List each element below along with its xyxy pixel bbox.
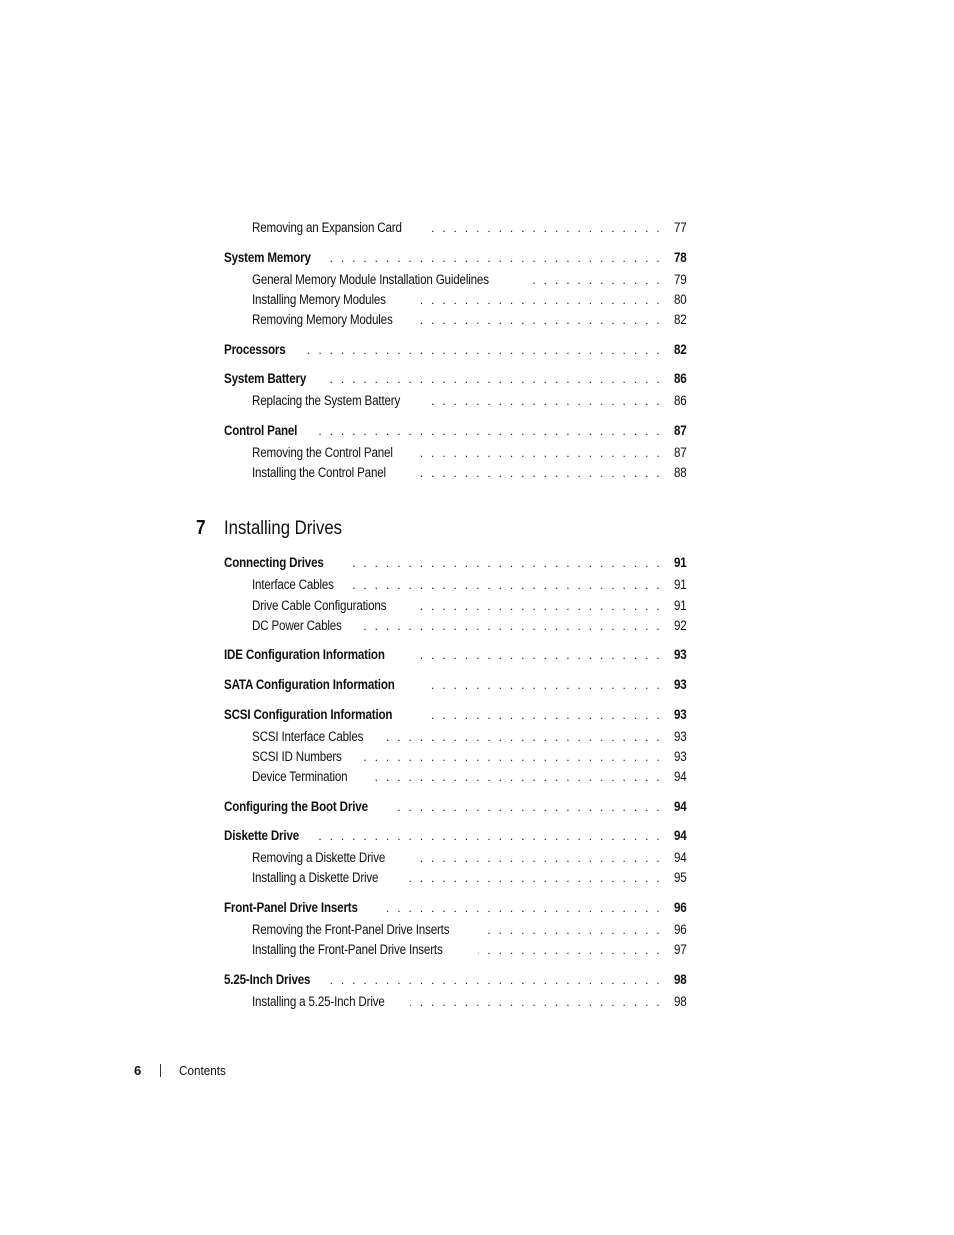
dot-leader <box>531 271 662 289</box>
toc-entry-page: 91 <box>673 555 687 570</box>
toc-entry-label: Front-Panel Drive Inserts <box>224 900 358 915</box>
toc-entry-label: Removing an Expansion Card <box>252 220 402 235</box>
toc-entry[interactable] <box>252 311 686 329</box>
toc-entry-page: 95 <box>673 870 687 885</box>
toc-entry[interactable] <box>252 768 686 786</box>
toc-entry[interactable] <box>252 849 686 867</box>
dot-leader <box>360 617 662 635</box>
footer-page-number: 6 <box>134 1062 142 1078</box>
toc-entry-page: 98 <box>673 972 687 987</box>
dot-leader <box>329 249 662 267</box>
dot-leader <box>300 341 662 359</box>
chapter-heading[interactable] <box>196 517 358 545</box>
dot-leader <box>403 869 662 887</box>
toc-entry[interactable] <box>224 554 686 572</box>
toc-entry[interactable] <box>252 869 686 887</box>
toc-entry-page: 87 <box>673 423 687 438</box>
dot-leader <box>412 291 662 309</box>
chapter-title: Installing Drives <box>224 518 343 539</box>
dot-leader <box>478 941 662 959</box>
dot-leader <box>367 768 662 786</box>
toc-entry-page: 93 <box>673 677 687 692</box>
toc-entry[interactable] <box>224 370 686 388</box>
dot-leader <box>328 971 662 989</box>
toc-entry[interactable] <box>224 706 686 724</box>
dot-leader <box>384 899 662 917</box>
dot-leader <box>385 728 662 746</box>
toc-entry-label: Interface Cables <box>252 577 334 592</box>
toc-entry-page: 78 <box>673 250 687 265</box>
toc-entry[interactable] <box>252 617 686 635</box>
dot-leader <box>410 993 662 1011</box>
toc-entry-page: 82 <box>673 312 687 327</box>
toc-entry-label: Removing Memory Modules <box>252 312 393 327</box>
toc-entry-label: SATA Configuration Information <box>224 677 395 692</box>
toc-entry-page: 92 <box>673 618 687 633</box>
toc-entry-page: 93 <box>673 749 687 764</box>
toc-entry-label: Installing the Front-Panel Drive Inserts <box>252 942 443 957</box>
toc-entry-label: Drive Cable Configurations <box>252 598 387 613</box>
toc-entry-label: Removing the Control Panel <box>252 445 393 460</box>
toc-entry[interactable] <box>224 646 686 664</box>
dot-leader <box>419 311 662 329</box>
dot-leader <box>424 706 662 724</box>
toc-entry-page: 94 <box>673 769 687 784</box>
toc-entry[interactable] <box>224 798 686 816</box>
toc-entry-label: Installing Memory Modules <box>252 292 386 307</box>
toc-entry-page: 87 <box>673 445 687 460</box>
toc-entry-label: General Memory Module Installation Guidelines <box>252 272 489 287</box>
toc-entry-label: Device Termination <box>252 769 348 784</box>
toc-entry-label: SCSI ID Numbers <box>252 749 342 764</box>
toc-entry[interactable] <box>224 971 686 989</box>
toc-entry[interactable] <box>224 676 686 694</box>
toc-entry[interactable] <box>252 597 686 615</box>
toc-entry-label: Processors <box>224 342 286 357</box>
toc-entry[interactable] <box>252 993 686 1011</box>
toc-entry[interactable] <box>224 341 686 359</box>
toc-entry[interactable] <box>224 899 686 917</box>
dot-leader <box>344 554 662 572</box>
page-footer <box>134 1061 231 1079</box>
toc-entry[interactable] <box>252 748 686 766</box>
toc-entry[interactable] <box>252 219 686 237</box>
toc-entry[interactable] <box>224 827 686 845</box>
toc-entry-label: System Battery <box>224 371 307 386</box>
toc-entry-page: 86 <box>673 393 687 408</box>
dot-leader <box>412 597 662 615</box>
toc-entry-label: Connecting Drives <box>224 555 324 570</box>
toc-entry-page: 96 <box>673 900 687 915</box>
toc-entry-label: IDE Configuration Information <box>224 647 385 662</box>
toc-entry-label: Removing the Front-Panel Drive Inserts <box>252 922 450 937</box>
toc-entry-page: 80 <box>673 292 687 307</box>
toc-entry-label: Diskette Drive <box>224 828 300 843</box>
dot-leader <box>313 422 662 440</box>
toc-entry-label: System Memory <box>224 250 311 265</box>
dot-leader <box>360 748 662 766</box>
toc-entry-label: 5.25-Inch Drives <box>224 972 311 987</box>
toc-entry-label: Installing the Control Panel <box>252 465 386 480</box>
toc-entry[interactable] <box>252 271 686 289</box>
toc-entry-label: Installing a 5.25-Inch Drive <box>252 994 385 1009</box>
toc-entry[interactable] <box>252 464 686 482</box>
dot-leader <box>415 646 662 664</box>
toc-entry-label: Removing a Diskette Drive <box>252 850 386 865</box>
toc-entry-label: DC Power Cables <box>252 618 342 633</box>
toc-entry[interactable] <box>224 249 686 267</box>
toc-entry[interactable] <box>252 728 686 746</box>
dot-leader <box>430 219 662 237</box>
toc-entry-page: 82 <box>673 342 687 357</box>
toc-entry-page: 93 <box>673 707 687 722</box>
toc-entry-page: 91 <box>673 577 687 592</box>
dot-leader <box>324 370 663 388</box>
toc-entry-page: 93 <box>673 729 687 744</box>
toc-entry-label: Replacing the System Battery <box>252 393 401 408</box>
dot-leader <box>395 798 662 816</box>
toc-entry-page: 94 <box>673 799 687 814</box>
dot-leader <box>486 921 663 939</box>
toc-entry[interactable] <box>252 921 686 939</box>
toc-entry-label: Installing a Diskette Drive <box>252 870 379 885</box>
chapter-number: 7 <box>196 517 206 539</box>
toc-entry-label: Control Panel <box>224 423 298 438</box>
toc-entry-page: 88 <box>673 465 687 480</box>
dot-leader <box>351 576 662 594</box>
toc-entry-label: SCSI Interface Cables <box>252 729 364 744</box>
dot-leader <box>428 392 662 410</box>
dot-leader <box>426 676 662 694</box>
toc-entry-page: 77 <box>673 220 687 235</box>
footer-divider <box>160 1064 161 1077</box>
footer-section-label: Contents <box>179 1062 226 1078</box>
toc-entry-page: 98 <box>673 994 687 1009</box>
toc-entry-label: Configuring the Boot Drive <box>224 799 368 814</box>
toc-entry-page: 97 <box>673 942 687 957</box>
toc-entry-page: 86 <box>673 371 687 386</box>
dot-leader <box>411 849 662 867</box>
toc-entry-page: 91 <box>673 598 687 613</box>
toc-entry-page: 93 <box>673 647 687 662</box>
toc-entry[interactable] <box>252 576 686 594</box>
toc-entry-label: SCSI Configuration Information <box>224 707 393 722</box>
toc-entry[interactable] <box>252 444 686 462</box>
toc-entry[interactable] <box>252 291 686 309</box>
dot-leader <box>420 444 662 462</box>
toc-entry[interactable] <box>252 392 686 410</box>
toc-entry-page: 96 <box>673 922 687 937</box>
toc-entry[interactable] <box>224 422 686 440</box>
dot-leader <box>315 827 662 845</box>
dot-leader <box>412 464 662 482</box>
toc-entry[interactable] <box>252 941 686 959</box>
toc-entry-page: 94 <box>673 828 687 843</box>
toc-entry-page: 79 <box>673 272 687 287</box>
toc-entry-page: 94 <box>673 850 687 865</box>
